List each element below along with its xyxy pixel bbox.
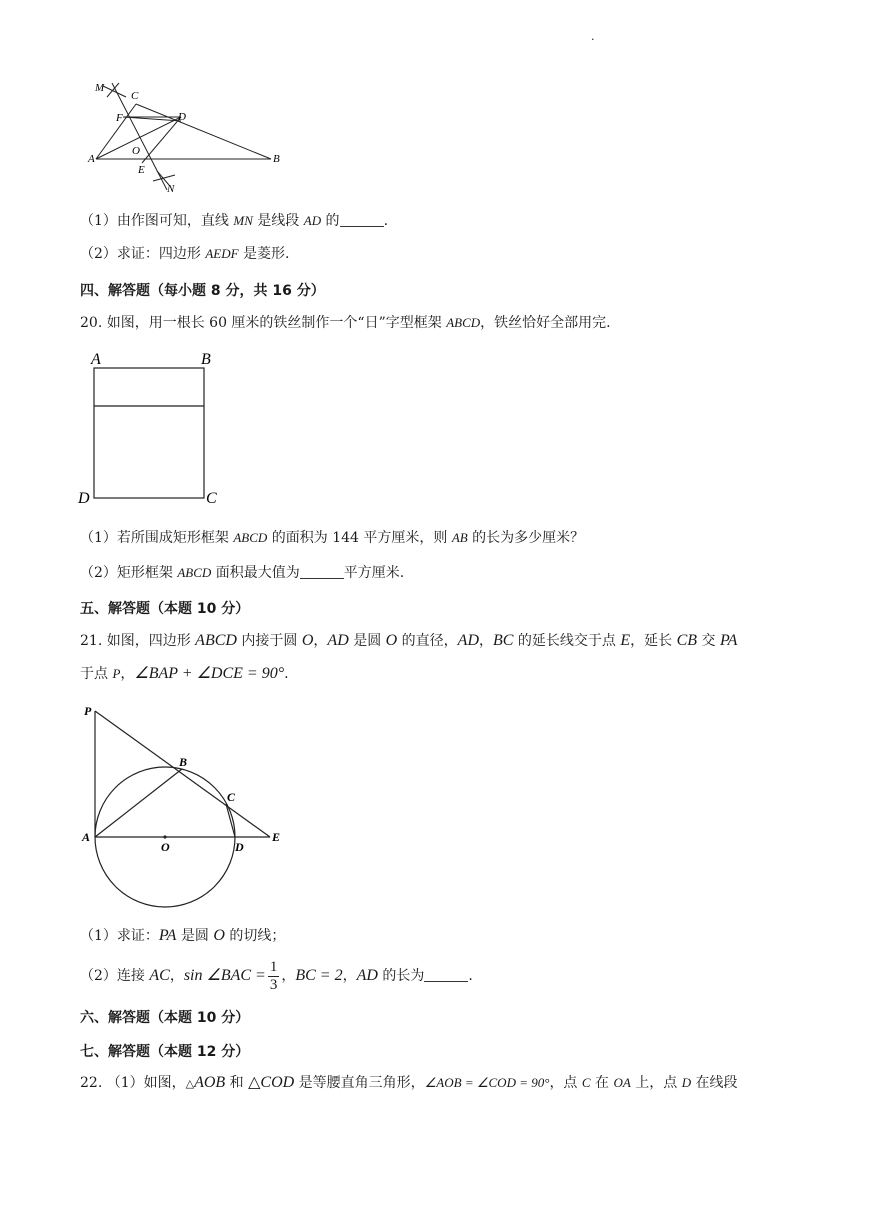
label-a: A	[88, 153, 95, 165]
label-c: C	[206, 490, 217, 507]
q21-stem-line1: 21. 如图，四边形 ABCD 内接于圆 O，AD 是圆 O 的直径，AD，BC 的延长线交于点 E，延长 CB 交 PA	[80, 632, 738, 649]
q19-part1: （1）由作图可知，直线 MN 是线段 AD 的 .	[80, 213, 389, 229]
segment-ed	[142, 117, 181, 163]
q21-stem-line2: 于点 P，∠BAP + ∠DCE = 90°.	[80, 665, 289, 682]
center-point	[163, 835, 166, 838]
label-c: C	[227, 790, 236, 804]
label-o: O	[132, 145, 140, 157]
q19-figure	[85, 75, 295, 200]
q20-part1: （1）若所围成矩形框架 ABCD 的面积为 144 平方厘米，则 AB 的长为多少厘米？	[80, 530, 585, 546]
segment-ab	[95, 769, 182, 837]
q21-part1: （1）求证：PA 是圆 O 的切线；	[80, 927, 286, 944]
section-7-heading: 七、解答题（本题 12 分）	[80, 1044, 250, 1060]
label-e: E	[272, 830, 281, 844]
q20-figure	[75, 345, 225, 510]
label-d: D	[235, 840, 244, 854]
label-m: M	[95, 82, 105, 94]
label-p: P	[84, 704, 92, 718]
q22-stem: 22. （1）如图，△AOB 和 △COD 是等腰直角三角形，∠AOB = ∠COD = 90°，点 C 在 OA 上，点 D 在线段	[80, 1074, 738, 1091]
section-4-heading: 四、解答题（每小题 8 分，共 16 分）	[80, 283, 325, 299]
frame-rectangle	[94, 368, 204, 498]
q21-figure	[78, 700, 293, 910]
label-c: C	[131, 90, 139, 102]
section-5-heading: 五、解答题（本题 10 分）	[80, 601, 250, 617]
label-n: N	[167, 183, 175, 195]
q19-part2: （2）求证：四边形 AEDF 是菱形.	[80, 246, 290, 262]
label-d: D	[78, 490, 90, 507]
label-d: D	[178, 111, 186, 123]
label-b: B	[273, 153, 280, 165]
label-a: A	[82, 830, 91, 844]
label-f: F	[116, 112, 123, 124]
answer-blank	[340, 212, 384, 227]
segment-cb	[136, 104, 271, 159]
section-6-heading: 六、解答题（本题 10 分）	[80, 1010, 250, 1026]
answer-blank	[424, 967, 468, 982]
header-dot: .	[591, 30, 595, 43]
answer-blank	[300, 564, 344, 579]
label-b: B	[201, 351, 211, 368]
label-e: E	[138, 164, 145, 176]
q21-part2: （2）连接 AC，sin ∠BAC = $\frac{1}{3}$ ，BC = 2，AD 的长为 .	[80, 958, 473, 993]
label-o: O	[161, 840, 170, 854]
label-b: B	[179, 755, 188, 769]
q20-part2: （2）矩形框架 ABCD 面积最大值为 平方厘米.	[80, 565, 405, 581]
fraction-one-third: $\frac{1}{3}$	[269, 958, 278, 993]
q20-stem: 20. 如图，用一根长 60 厘米的铁丝制作一个“日”字型框架 ABCD，铁丝恰好全部用完.	[80, 315, 611, 331]
line-pe	[95, 711, 270, 837]
label-a: A	[91, 351, 101, 368]
